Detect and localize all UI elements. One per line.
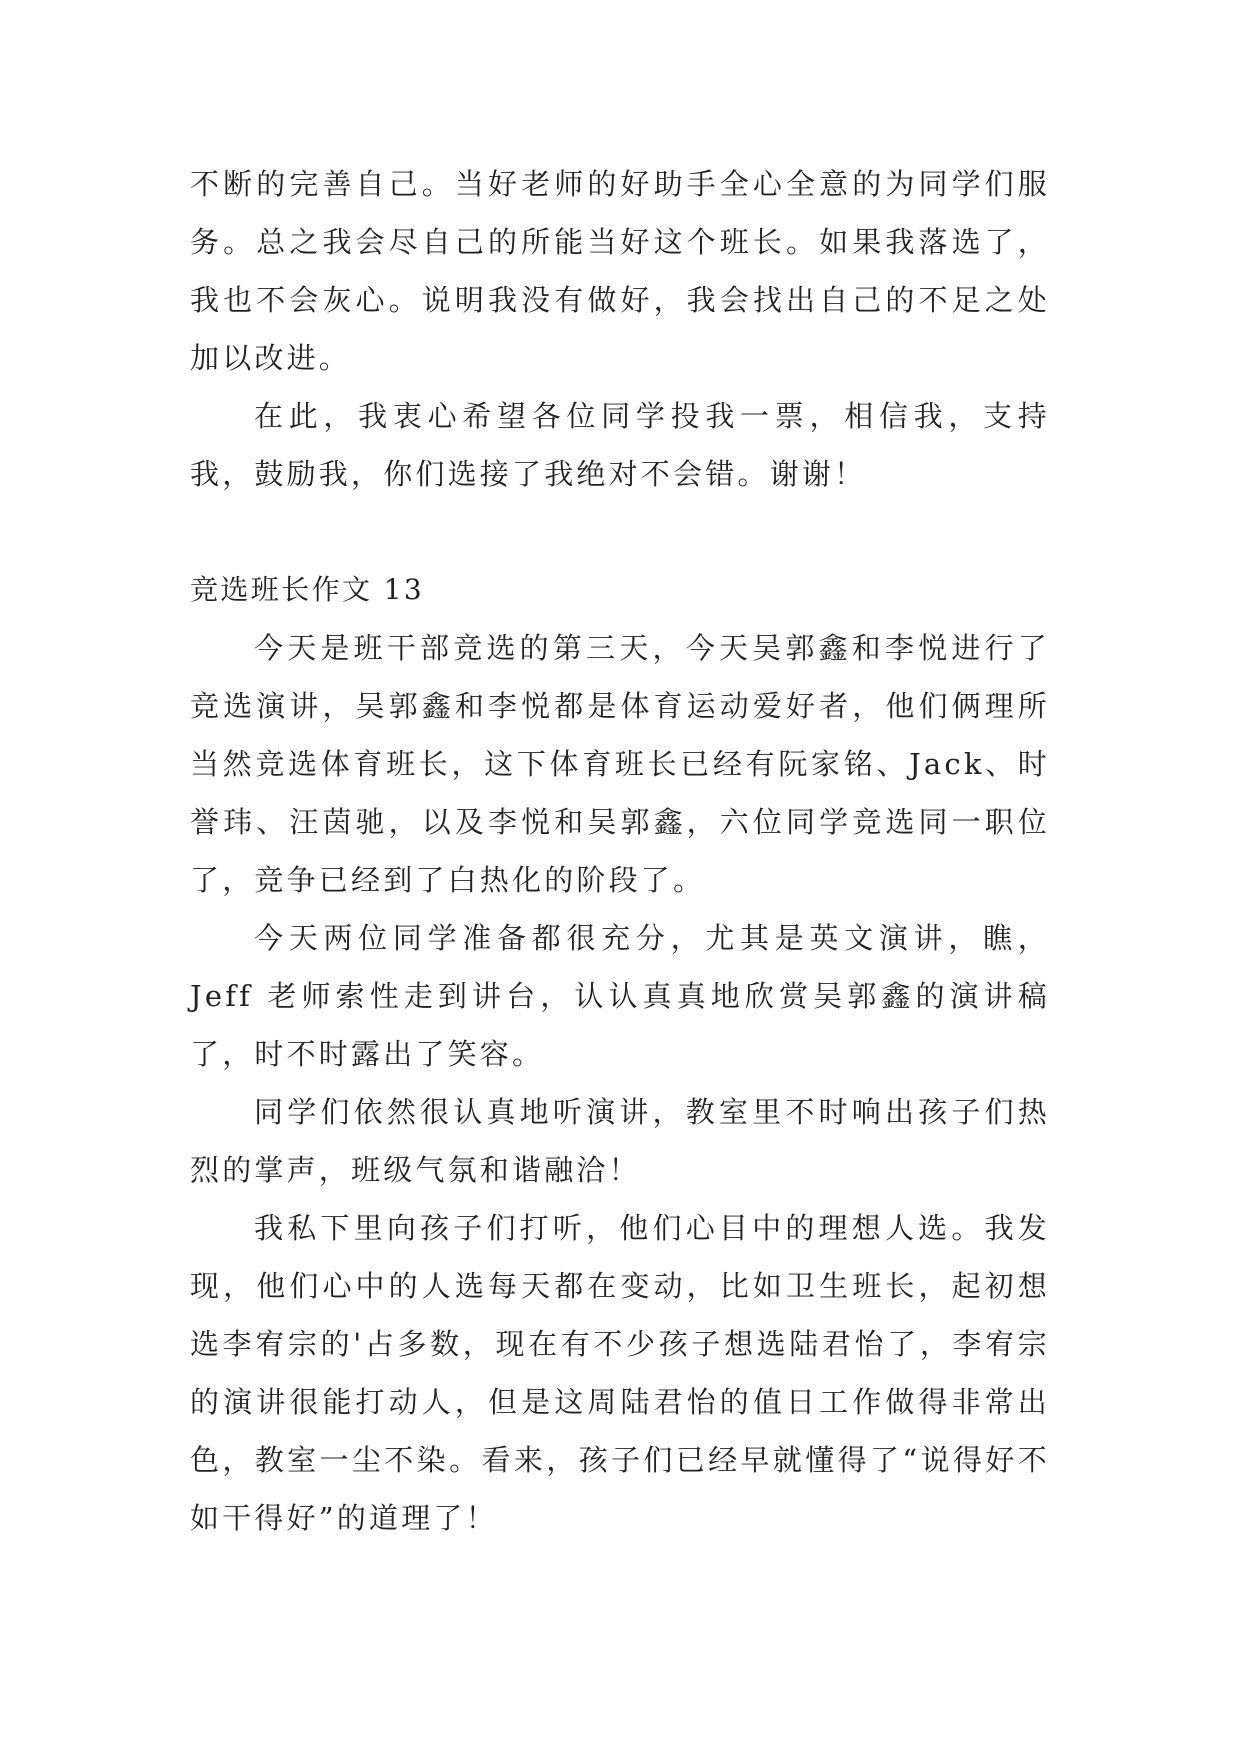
paragraph: 在此，我衷心希望各位同学投我一票，相信我，支持我，鼓励我，你们选接了我绝对不会错。谢谢！: [190, 399, 1050, 491]
document-body: [190, 155, 1050, 1547]
paragraph-gap: [190, 503, 1050, 561]
section-heading: 竞选班长作文 13: [190, 573, 425, 606]
paragraph: 不断的完善自己。当好老师的好助手全心全意的为同学们服务。总之我会尽自己的所能当好这个班长。如果我落选了，我也不会灰心。说明我没有做好，我会找出自己的不足之处加以改进。: [190, 167, 1050, 375]
paragraph: 今天是班干部竞选的第三天，今天吴郭鑫和李悦进行了竞选演讲，吴郭鑫和李悦都是体育运动爱好者，他们俩理所当然竞选体育班长，这下体育班长已经有阮家铭、Jack、时誉玮、汪茵驰，以及李悦和吴郭鑫，六位同学竞选同一职位了，竞争已经到了白热化的阶段了。: [190, 631, 1050, 897]
paragraph: 今天两位同学准备都很充分，尤其是英文演讲，瞧，Jeff 老师索性走到讲台，认认真真地欣赏吴郭鑫的演讲稿了，时不时露出了笑容。: [190, 921, 1050, 1071]
paragraph: 我私下里向孩子们打听，他们心目中的理想人选。我发现，他们心中的人选每天都在变动，比如卫生班长，起初想选李宥宗的'占多数，现在有不少孩子想选陆君怡了，李宥宗的演讲很能打动人，但是这周陆君怡的值日工作做得非常出色，教室一尘不染。看来，孩子们已经早就懂得了“说得好不如干得好”的道理了！: [190, 1211, 1050, 1535]
paragraph: 同学们依然很认真地听演讲，教室里不时响出孩子们热烈的掌声，班级气氛和谐融洽！: [190, 1095, 1050, 1187]
